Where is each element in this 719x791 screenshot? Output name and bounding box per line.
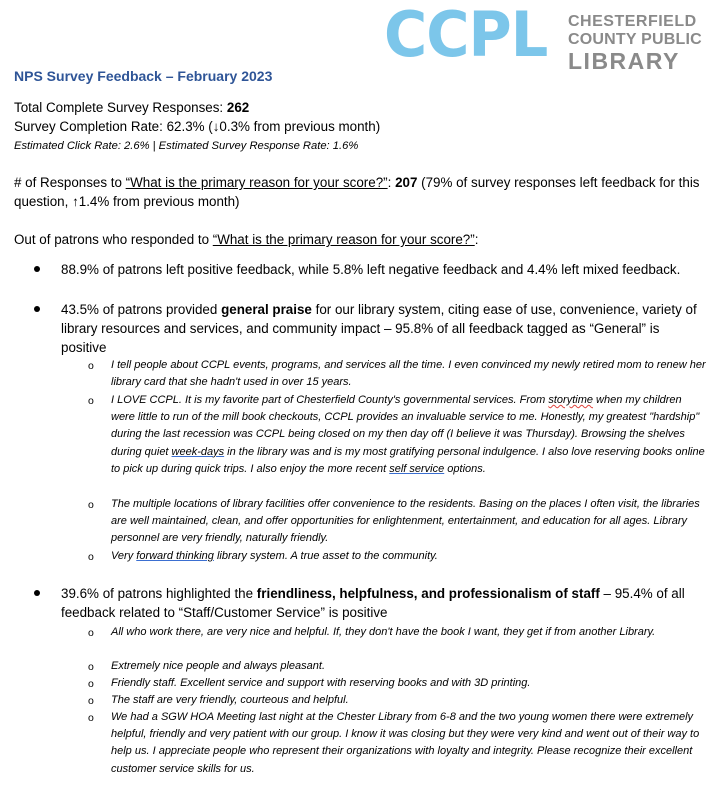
q4-part-c: library system. A true asset to the community. — [213, 550, 438, 562]
general-quote-4 — [111, 548, 706, 565]
responses-value: 207 — [395, 175, 418, 190]
q2-week-days: week-days — [171, 445, 225, 458]
responses-colon: : — [387, 175, 396, 190]
intro-question: “What is the primary reason for your score?” — [212, 232, 475, 247]
total-value: 262 — [226, 100, 250, 115]
bullet-icon — [34, 266, 42, 274]
sub-marker: o — [88, 695, 94, 707]
document-title: NPS Survey Feedback – February 2023 — [14, 68, 273, 84]
b3-bold: friendliness, helpfulness, and professionalism of staff — [256, 586, 600, 601]
responses-question: “What is the primary reason for your score?” — [125, 175, 388, 190]
logo-line-2: COUNTY PUBLIC — [568, 31, 702, 48]
completion-rate: Survey Completion Rate: 62.3% (↓0.3% from previous month) — [14, 119, 381, 134]
estimated-rates: Estimated Click Rate: 2.6% | Estimated Survey Response Rate: 1.6% — [14, 140, 359, 152]
q2-self-service: self service — [389, 462, 445, 475]
intro-paragraph — [14, 230, 704, 249]
total-responses — [14, 98, 249, 117]
responses-paragraph — [14, 173, 704, 211]
sub-marker: o — [88, 678, 94, 690]
general-quote-2 — [111, 392, 706, 478]
bullet-general-praise — [61, 300, 706, 357]
q2-part-g: options. — [444, 462, 486, 475]
staff-quote-3: Friendly staff. Excellent service and support with reserving books and with 3D printing. — [111, 677, 531, 689]
intro-suffix: : — [474, 232, 479, 247]
staff-quote-4: The staff are very friendly, courteous and helpful. — [111, 694, 349, 706]
general-quote-1: I tell people about CCPL events, programs, and services all the time. I even convinced my newly retired mom to renew her library card that she hadn't used in over 15 years. — [111, 359, 706, 389]
sub-marker: o — [88, 360, 94, 372]
sub-marker: o — [88, 661, 94, 673]
general-quote-3: The multiple locations of library facilities offer convenience to the residents. Basing on the places I often visit, the libraries are well maintained, clean, and offer opportunities for enlightenment, entertainment, and education for all ages. Library personnel are very friendly, naturally friendly. — [111, 498, 700, 545]
total-label: Total Complete Survey Responses: — [14, 100, 227, 115]
q2-part-c: when my children were little to run of the mill book checkouts, CCPL provides an invaluable service to me. Honestly, my greatest "hardship" during the last recession was CCPL being closed on my then day off (I believe it was Thursday). Browsing the shelves during quiet — [111, 394, 700, 458]
b2-post: for our library system, citing ease of use, convenience, variety of library resources and services, and community impact – 95.8% of all feedback tagged as “General” is positive — [61, 302, 697, 355]
ccpl-logo — [384, 0, 704, 74]
q2-part-e: in the library was and is my most gratifying personal indulgence. I also love reserving books online to pick up during quick trips. I also enjoy the more recent — [111, 445, 705, 475]
q4-forward-thinking: forward thinking — [136, 550, 214, 562]
sub-marker: o — [88, 499, 94, 511]
staff-quote-2: Extremely nice people and always pleasant. — [111, 660, 326, 672]
bullet-icon — [34, 306, 42, 314]
b2-pre: 43.5% of patrons provided — [61, 302, 222, 317]
responses-suffix: (79% of survey responses left feedback for this question, ↑1.4% from previous month) — [14, 175, 700, 209]
sub-marker: o — [88, 551, 94, 563]
responses-prefix: # of Responses to — [14, 175, 126, 190]
b2-bold: general praise — [221, 302, 312, 317]
b3-post: – 95.4% of all feedback related to “Staff/Customer Service” is positive — [61, 586, 685, 620]
sub-marker: o — [88, 712, 94, 724]
logo-line-1: CHESTERFIELD — [568, 13, 697, 30]
q2-storytime: storytime — [548, 394, 593, 406]
logo-line-3: LIBRARY — [568, 48, 680, 74]
intro-prefix: Out of patrons who responded to — [14, 232, 213, 247]
bullet-staff — [61, 584, 706, 622]
logo-mark: CCPL — [384, 0, 548, 71]
bullet-icon — [34, 590, 42, 598]
b3-pre: 39.6% of patrons highlighted the — [61, 586, 257, 601]
sub-marker: o — [88, 395, 94, 407]
q4-part-a: Very — [111, 550, 137, 562]
staff-quote-1: All who work there, are very nice and helpful. If, they don't have the book I want, they get if from another Library. — [111, 626, 656, 638]
q2-part-a: I LOVE CCPL. It is my favorite part of Chesterfield County's governmental services. From — [111, 394, 549, 406]
sub-marker: o — [88, 627, 94, 639]
bullet-sentiment: 88.9% of patrons left positive feedback, while 5.8% left negative feedback and 4.4% left mixed feedback. — [61, 262, 681, 277]
staff-quote-5: We had a SGW HOA Meeting last night at the Chester Library from 6-8 and the two young women there were extremely helpful, friendly and very patient with our group. I know it was closing but they were very kind and went out of their way to help us. I appreciate people who represent their organizations with loyalty and integrity. Please recognize their excellent customer service skills for us. — [111, 711, 700, 775]
